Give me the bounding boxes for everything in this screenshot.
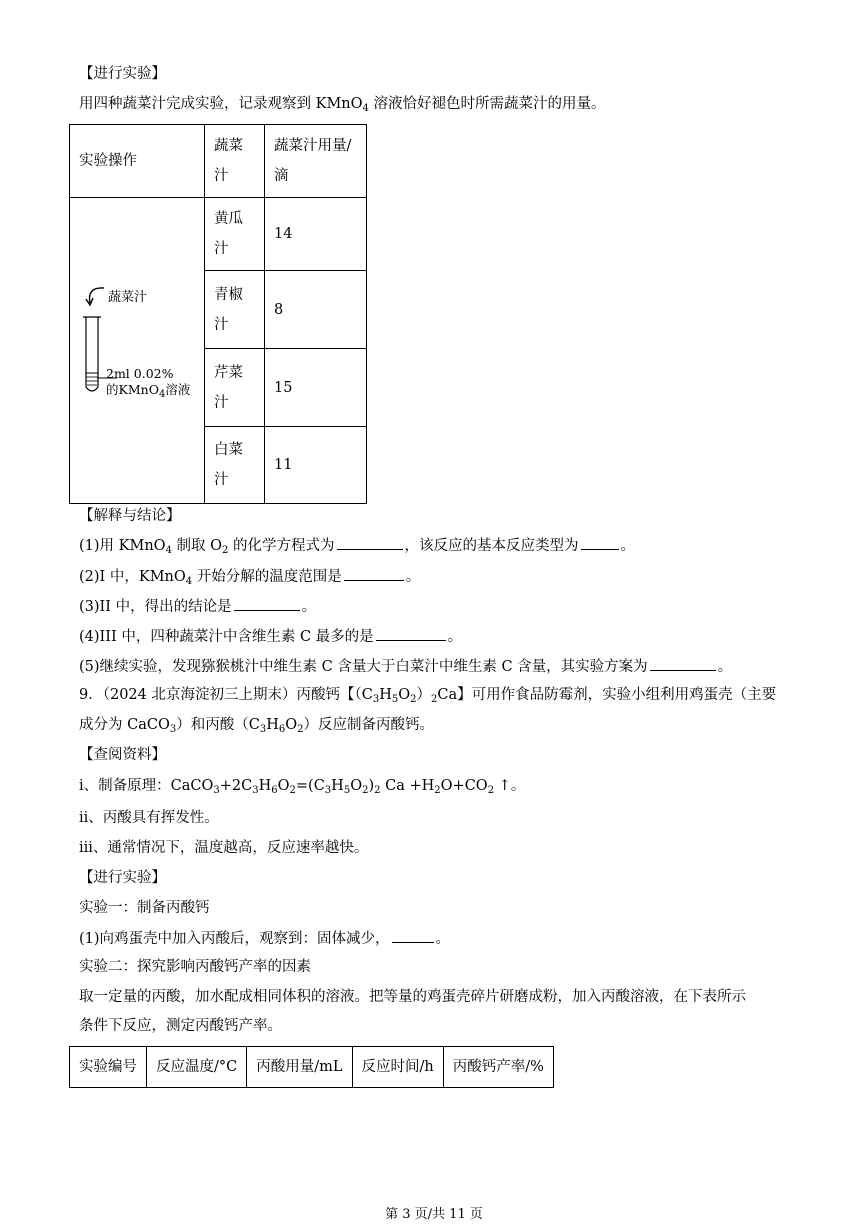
juice-cabbage: 白菜 汁 [205, 427, 265, 504]
header-reaction-time: 反应时间/h [352, 1047, 443, 1088]
reference-i: i、制备原理：$CaCO_3+2C_3H_6O_2=(C_3H_5O_2)_2$ $Ca +H_2O+CO_2$ ↑。 [79, 778, 526, 796]
section-heading-reference: 【查阅资料】 [79, 747, 166, 763]
reference-iii: iii、通常情况下，温度越高，反应速率越快。 [79, 840, 369, 856]
juice-cucumber: 黄瓜 汁 [205, 198, 265, 271]
answer-blank[interactable] [650, 656, 716, 671]
question-4: (4)III 中，四种蔬菜汁中含维生素 C 最多的是 。 [79, 626, 462, 647]
drops-celery: 15 [265, 349, 367, 427]
drops-cucumber: 14 [265, 198, 367, 271]
juice-celery: 芹菜 汁 [205, 349, 265, 427]
experiment-2-text-2: 条件下反应，测定丙酸钙产率。 [79, 1018, 282, 1034]
header-experiment-number: 实验编号 [70, 1047, 147, 1088]
experiment-2-title: 实验二：探究影响丙酸钙产率的因素 [79, 959, 311, 975]
reference-ii: ii、丙酸具有挥发性。 [79, 810, 219, 826]
test-tube-icon [81, 315, 103, 397]
diagram-label-solution-2: 的KMnO$_4$溶液 [106, 382, 191, 400]
answer-blank[interactable] [376, 626, 446, 641]
section-heading-experiment-2: 【进行实验】 [79, 870, 166, 886]
header-operation: 实验操作 [70, 125, 205, 198]
diagram-label-solution-1: 2ml 0.02% [106, 366, 174, 381]
juice-pepper: 青椒 汁 [205, 271, 265, 349]
intro-line: 用四种蔬菜汁完成实验，记录观察到 KMnO$_4$ 溶液恰好褪色时所需蔬菜汁的用量。 [79, 96, 606, 114]
header-calcium-propionate-yield: 丙酸钙产率/% [443, 1047, 553, 1088]
problem-9-line-1: 9．（2024 北京海淀初三上期末）丙酸钙【$(C_3H_5O_2)_2Ca$】可用作食品防霉剂，实验小组利用鸡蛋壳（主要 [79, 687, 777, 705]
question-1: (1)用 KMnO$_4$ 制取 $O_2$ 的化学方程式为 ，该反应的基本反应类型为 。 [79, 535, 635, 556]
question-2: (2)I 中，KMnO$_4$ 开始分解的温度范围是 。 [79, 566, 420, 587]
diagram-label-juice: 蔬菜汁 [108, 290, 148, 305]
header-amount: 蔬菜汁用量/ 滴 [265, 125, 367, 198]
header-reaction-temperature: 反应温度/°C [147, 1047, 247, 1088]
experiment-2-text-1: 取一定量的丙酸，加水配成相同体积的溶液。把等量的鸡蛋壳碎片研磨成粉，加入丙酸溶液，在下表所示 [79, 989, 746, 1005]
yield-factors-table [69, 1046, 554, 1088]
section-heading-conclusion: 【解释与结论】 [79, 508, 181, 524]
vegetable-juice-table [69, 124, 367, 504]
header-juice: 蔬菜 汁 [205, 125, 265, 198]
question-3: (3)II 中，得出的结论是 。 [79, 596, 316, 617]
answer-blank[interactable] [581, 535, 619, 550]
answer-blank[interactable] [344, 566, 404, 581]
answer-blank[interactable] [234, 596, 300, 611]
drops-pepper: 8 [265, 271, 367, 349]
experiment-diagram-cell [70, 198, 205, 504]
question-5: (5)继续实验，发现猕猴桃汁中维生素 C 含量大于白菜汁中维生素 C 含量，其实验方案为 。 [79, 656, 732, 677]
experiment-1-title: 实验一：制备丙酸钙 [79, 900, 210, 916]
section-heading-experiment: 【进行实验】 [79, 66, 166, 82]
test-tube-diagram [70, 198, 204, 503]
experiment-1-question: (1)向鸡蛋壳中加入丙酸后，观察到：固体减少， 。 [79, 928, 450, 949]
problem-9-line-2: 成分为 CaCO$_3$）和丙酸$(C_3H_6O_2)$反应制备丙酸钙。 [79, 717, 434, 735]
header-propionic-acid-amount: 丙酸用量/mL [247, 1047, 352, 1088]
answer-blank[interactable] [392, 928, 434, 943]
page-footer: 第 3 页/共 11 页 [385, 1207, 483, 1222]
answer-blank[interactable] [337, 535, 403, 550]
drops-cabbage: 11 [265, 427, 367, 504]
